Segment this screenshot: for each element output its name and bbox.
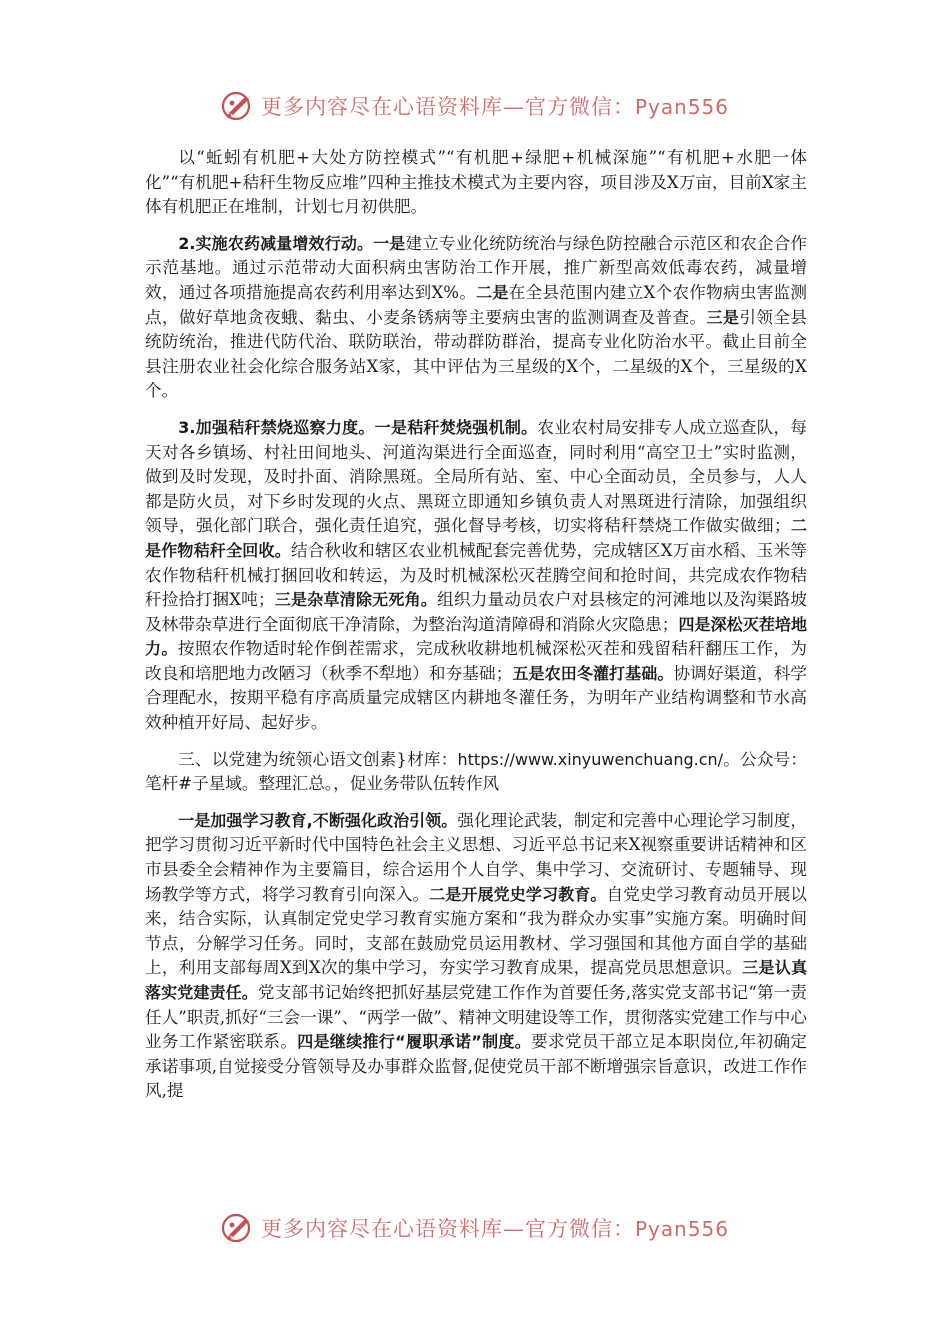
header-wechat-id: Pyan556 bbox=[634, 95, 729, 119]
pen-logo-icon bbox=[221, 1211, 255, 1245]
paragraph-text: 以“蚯蚓有机肥+大处方防控模式”“有机肥+绿肥+机械深施”“有机肥+水肥一体化”“有机肥+秸秆生物反应堆”四种主推技术模式为主要内容，项目涉及X万亩，目前X家主体有机肥正在堆制，计划七月初供肥。 bbox=[145, 148, 807, 217]
document-body bbox=[145, 146, 807, 1116]
paragraph-party-building-heading bbox=[145, 748, 807, 797]
point-text: 党支部书记始终把抓好基层党建工作作为首要任务,落实党支部书记“第一责任人”职责,抓好“三会一课”、“两学一做”、精神文明建设等工作，贯彻落实党建工作与中心业务工作紧密联系。 bbox=[145, 983, 807, 1052]
point-text: 要求党员干部立足本职岗位,年初确定承诺事项,自觉接受分管领导及办事群众监督,促使党员干部不断增强宗旨意识，改进工作作风,提 bbox=[145, 1032, 807, 1101]
point-text: 强化理论武装，制定和完善中心理论学习制度，把学习贯彻习近平新时代中国特色社会主义思想、习近平总书记来X视察重要讲话精神和区市县委全会精神作为主要篇目，综合运用个人自学、集中学习、交流研讨、专题辅导、现场教学等方式，将学习教育引向深入。 bbox=[145, 810, 807, 904]
point-text: 按照农作物适时轮作倒茬需求，完成秋收耕地机械深松灭茬和残留秸秆翻压工作，为改良和培肥地力改陋习（秋季不犁地）和夯基础； bbox=[145, 639, 807, 683]
footer-banner bbox=[0, 1206, 950, 1250]
point-label: 四是继续推行“履职承诺”制度。 bbox=[297, 1032, 532, 1052]
point-text: 建立专业化统防统治与绿色防控融合示范区和农企合作示范基地。通过示范带动大面积病虫害防治工作开展，推广新型高效低毒农药，减量增效，通过各项措施提高农药利用率达到X%。 bbox=[145, 233, 807, 302]
point-label: 五是农田冬灌打基础。 bbox=[512, 663, 674, 683]
paragraph-party-education bbox=[145, 809, 807, 1104]
paragraph-organic-fertilizer bbox=[145, 146, 807, 220]
point-label: 二是 bbox=[476, 282, 509, 302]
point-label: 四是深松灭茬培地力。 bbox=[145, 614, 807, 659]
point-label: 二是开展党史学习教育。 bbox=[429, 884, 607, 904]
point-text: 组织力量动员农户对县核定的河滩地以及沟渠路坡及林带杂草进行全面彻底干净清除，为整治沟道清障碍和消除火灾隐患； bbox=[145, 590, 807, 634]
point-label: 一是秸秆焚烧强机制。 bbox=[374, 417, 538, 437]
point-text: 农业农村局安排专人成立巡查队，每天对各乡镇场、村社田间地头、河道沟渠进行全面巡查，同时利用“高空卫士”实时监测，做到及时发现，及时扑面、消除黑斑。全局所有站、室、中心全面动员，全员参与，人人都是防火员，对下乡时发现的火点、黑斑立即通知乡镇负责人对黑斑进行清除，加强组织领导，强化部门联合，强化责任追究，强化督导考核，切实将秸秆禁烧工作做实做细； bbox=[145, 417, 807, 536]
point-label: 三是 bbox=[706, 307, 740, 327]
footer-banner-label: 更多内容尽在心语资料库—官方微信： bbox=[260, 1217, 635, 1241]
paragraph-straw-burning bbox=[145, 416, 807, 736]
point-label: 三是杂草清除无死角。 bbox=[274, 590, 438, 610]
point-text: 在全县范围内建立X个农作物病虫害监测点，做好草地贪夜蛾、黏虫、小麦条锈病等主要病虫害的监测调查及普查。 bbox=[145, 282, 807, 327]
website-url: https://www.xinyuwenchuang.cn/ bbox=[457, 749, 724, 769]
point-text: 自党史学习教育动员开展以来，结合实际，认真制定党史学习教育实施方案和“我为群众办实事”实施方案。明确时间节点，分解学习任务。同时，支部在鼓励党员运用教材、学习强国和其他方面自学的基础上，利用支部每周X到X次的集中学习，夯实学习教育成果，提高党员思想意识。 bbox=[145, 884, 807, 978]
heading-text-tail: 。公众号：笔杆#子星域。整理汇总。，促业务带队伍转作风 bbox=[145, 749, 808, 794]
point-label: 一是 bbox=[373, 233, 406, 253]
section-heading: 3.加强秸秆禁烧巡察力度。 bbox=[178, 417, 375, 437]
header-banner bbox=[0, 84, 950, 128]
point-label: 二是作物秸秆全回收。 bbox=[145, 516, 807, 560]
point-text: 引领全县统防统治，推进代防代治、联防联治，带动群防群治，提高专业化防治水平。截止目前全县注册农业社会化综合服务站X家，其中评估为三星级的X个，二星级的X个，三星级的X个。 bbox=[145, 307, 807, 401]
point-text: 协调好渠道，科学合理配水，按期平稳有序高质量完成辖区内耕地冬灌任务，为明年产业结构调整和节水高效种植开好局、起好步。 bbox=[145, 663, 807, 733]
paragraph-pesticide-reduction bbox=[145, 232, 807, 404]
point-label: 三是认真落实党建责任。 bbox=[145, 958, 807, 1002]
footer-wechat-id: Pyan556 bbox=[634, 1217, 729, 1241]
pen-logo-icon bbox=[221, 89, 255, 123]
header-banner-label: 更多内容尽在心语资料库—官方微信： bbox=[260, 95, 635, 119]
footer-banner-text bbox=[261, 1213, 729, 1243]
point-label: 一是加强学习教育,不断强化政治引领。 bbox=[178, 810, 458, 830]
point-text: 结合秋收和辖区农业机械配套完善优势，完成辖区X万亩水稻、玉米等农作物秸秆机械打捆回收和转运，为及时机械深松灭茬腾空间和抢时间，共完成农作物秸秆捡拾打捆X吨； bbox=[145, 540, 807, 610]
heading-text: 三、以党建为统领心语文创素}材库： bbox=[178, 749, 458, 769]
section-heading: 2.实施农药减量增效行动。 bbox=[178, 233, 374, 253]
header-banner-text bbox=[261, 91, 729, 121]
